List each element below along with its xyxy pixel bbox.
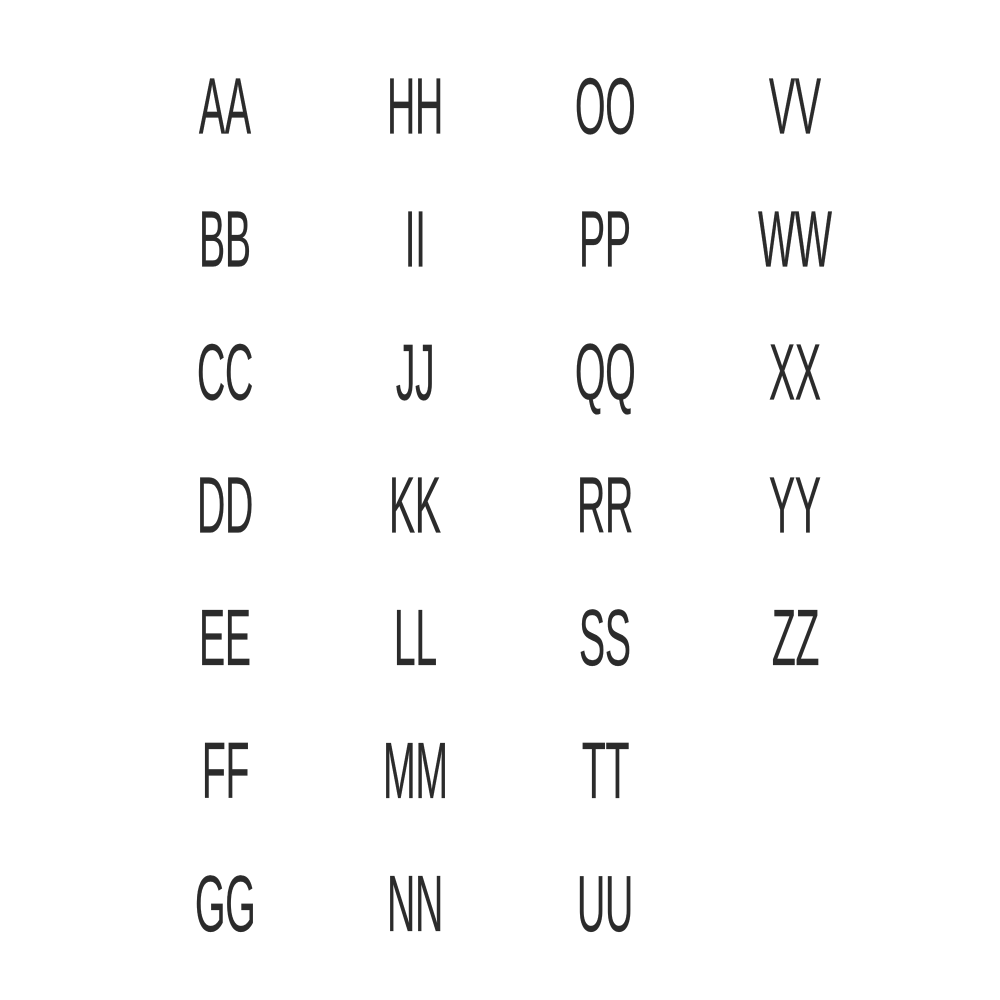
letter-glyph-u: UU — [576, 859, 634, 949]
letter-cell-s — [510, 572, 700, 705]
letter-cell-d — [130, 439, 320, 572]
letter-glyph-v: VV — [769, 61, 821, 151]
letter-glyph-d: DD — [196, 460, 254, 550]
letter-glyph-t: TT — [581, 726, 629, 816]
letter-cell-k — [320, 439, 510, 572]
alphabet-grid — [130, 40, 890, 960]
letter-glyph-i: II — [404, 194, 426, 284]
letter-glyph-w: WW — [758, 194, 832, 284]
letter-cell-i — [320, 173, 510, 306]
letter-cell-x — [700, 306, 890, 439]
letter-cell-c — [130, 306, 320, 439]
letter-cell-p — [510, 173, 700, 306]
letter-cell-e — [130, 572, 320, 705]
letter-cell-w — [700, 173, 890, 306]
letter-glyph-h: HH — [386, 61, 444, 151]
letter-glyph-l: LL — [393, 593, 437, 683]
letter-cell-t — [510, 705, 700, 838]
letter-cell-q — [510, 306, 700, 439]
letter-cell-h — [320, 40, 510, 173]
letter-glyph-g: GG — [194, 859, 256, 949]
letter-cell-r — [510, 439, 700, 572]
letter-cell-a — [130, 40, 320, 173]
letter-cell-n — [320, 838, 510, 971]
letter-glyph-k: KK — [389, 460, 441, 550]
letter-glyph-m: MM — [382, 726, 448, 816]
letter-glyph-b: BB — [199, 194, 251, 284]
letter-cell-v — [700, 40, 890, 173]
letter-cell-m — [320, 705, 510, 838]
letter-glyph-e: EE — [199, 593, 251, 683]
letter-cell-j — [320, 306, 510, 439]
letter-cell-l — [320, 572, 510, 705]
letter-glyph-n: NN — [386, 859, 444, 949]
letter-cell-f — [130, 705, 320, 838]
letter-glyph-s: SS — [579, 593, 631, 683]
letter-glyph-o: OO — [574, 61, 636, 151]
letter-cell-o — [510, 40, 700, 173]
letter-cell-empty-1 — [700, 705, 890, 838]
letter-cell-b — [130, 173, 320, 306]
letter-glyph-r: RR — [576, 460, 634, 550]
letter-glyph-p: PP — [579, 194, 631, 284]
letter-glyph-f: FF — [201, 726, 249, 816]
letter-glyph-j: JJ — [395, 327, 435, 417]
letter-cell-empty-2 — [700, 838, 890, 971]
letter-glyph-a: AA — [199, 61, 251, 151]
letter-glyph-y: YY — [769, 460, 821, 550]
letter-glyph-c: CC — [196, 327, 254, 417]
letter-glyph-q: QQ — [574, 327, 636, 417]
letter-glyph-z: ZZ — [771, 593, 819, 683]
letter-cell-y — [700, 439, 890, 572]
letter-glyph-x: XX — [769, 327, 821, 417]
letter-cell-z — [700, 572, 890, 705]
letter-cell-u — [510, 838, 700, 971]
letter-cell-g — [130, 838, 320, 971]
